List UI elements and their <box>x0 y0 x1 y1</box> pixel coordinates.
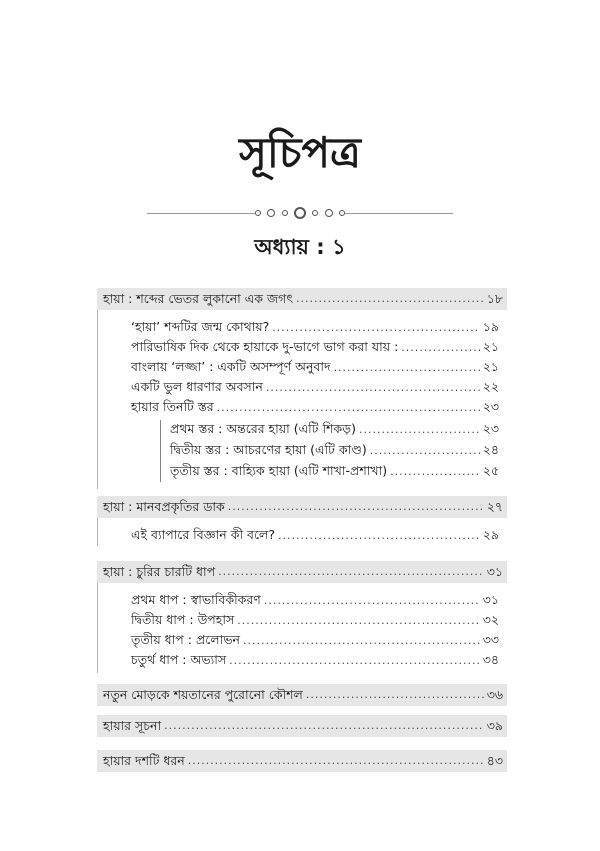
chapter-title: অধ্যায় : ১ <box>254 235 346 259</box>
dot-leader <box>306 686 484 704</box>
toc-item[interactable] <box>131 611 503 630</box>
dot-leader <box>218 563 484 581</box>
toc-page-number: ৩২ <box>482 612 499 627</box>
toc-section[interactable] <box>97 288 507 310</box>
toc-page-number: ২২ <box>482 379 499 394</box>
toc-page-number: ২৯ <box>482 527 499 542</box>
toc-subitem[interactable] <box>170 462 503 481</box>
toc-section-title: নতুন মোড়কে শয়তানের পুরোনো কৌশল <box>103 687 303 702</box>
toc-subitem[interactable] <box>170 441 503 460</box>
toc-page-number: ১৮ <box>486 291 503 306</box>
dot-leader <box>278 527 480 545</box>
toc-page-number: ৩৯ <box>486 718 503 733</box>
subsection-bar <box>160 420 161 482</box>
toc-page-number: ২১ <box>482 339 499 354</box>
toc-item-title: পারিভাষিক দিক থেকে হায়াকে দু-ভাগে ভাগ করা যায় : <box>131 339 399 354</box>
toc-item[interactable] <box>131 526 503 545</box>
toc-item-title: হায়ার তিনটি স্তর <box>131 399 214 414</box>
toc-item[interactable] <box>131 631 503 650</box>
toc-section-title: হায়া : মানবপ্রকৃতির ডাক <box>103 499 225 514</box>
toc-subitem-title: দ্বিতীয় স্তর : আচরণের হায়া (এটি কাণ্ড) <box>170 442 367 457</box>
dot-leader <box>217 399 480 417</box>
toc-page-number: ২৫ <box>482 463 499 478</box>
toc-page-number: ১৯ <box>482 319 499 334</box>
toc-section-title: হায়া : শব্দের ভেতর লুকানো এক জগৎ <box>103 291 294 306</box>
dot-leader <box>229 652 480 670</box>
toc-item-title: ‘হায়া’ শব্দটির জন্ম কোথায়? <box>131 319 270 334</box>
toc-section-title: হায়ার সূচনা <box>103 718 162 733</box>
toc-item[interactable] <box>131 651 503 670</box>
toc-item[interactable] <box>131 338 503 357</box>
dot-leader <box>266 379 480 397</box>
toc-subitem[interactable] <box>170 420 503 439</box>
toc-item-title: চতুর্থ ধাপ : অভ্যাস <box>131 652 227 667</box>
toc-page-number: ৩৩ <box>482 632 499 647</box>
toc-section[interactable] <box>97 715 507 737</box>
dot-leader <box>359 421 480 439</box>
toc-page-number: ৪৩ <box>486 753 503 768</box>
toc-item-title: দ্বিতীয় ধাপ : উপহাস <box>131 612 235 627</box>
dot-leader <box>243 632 480 650</box>
dot-leader <box>237 612 479 630</box>
toc-item-title: প্রথম ধাপ : স্বাভাবিকীকরণ <box>131 592 261 607</box>
toc-item[interactable] <box>131 591 503 610</box>
toc-section[interactable] <box>97 750 507 772</box>
toc-item-title: বাংলায় ‘লজ্জা’ : একটি অসম্পূর্ণ অনুবাদ <box>131 359 331 374</box>
toc-item-title: এই ব্যাপারে বিজ্ঞান কী বলে? <box>131 527 275 542</box>
dot-leader <box>164 717 484 735</box>
dot-leader <box>272 319 479 337</box>
toc-item-title: তৃতীয় ধাপ : প্রলোভন <box>131 632 241 647</box>
toc-section-title: হায়ার দশটি ধরন <box>103 753 185 768</box>
toc-page-number: ৩১ <box>486 564 503 579</box>
toc-item[interactable] <box>131 378 503 397</box>
toc-page-number: ২৭ <box>486 499 503 514</box>
toc-page-number: ২১ <box>482 359 499 374</box>
toc-page-number: ৩৬ <box>486 687 503 702</box>
dot-leader <box>334 359 480 377</box>
toc-subitem-title: প্রথম স্তর : অন্তরের হায়া (এটি শিকড়) <box>170 421 356 436</box>
dot-leader <box>401 339 479 357</box>
toc-section[interactable] <box>97 684 507 706</box>
toc-page-number: ২৩ <box>482 399 499 414</box>
dot-leader <box>370 442 480 460</box>
dot-leader <box>296 290 484 308</box>
toc-section-title: হায়া : চুরির চারটি ধাপ <box>103 564 216 579</box>
dot-leader <box>264 592 480 610</box>
dot-leader <box>228 498 484 516</box>
dot-leader <box>188 752 484 770</box>
toc-subitem-title: তৃতীয় স্তর : বাহ্যিক হায়া (এটি শাখা-প্রশাখা) <box>170 463 388 478</box>
toc-item[interactable] <box>131 398 503 417</box>
toc-item-title: একটি ভুল ধারণার অবসান <box>131 379 263 394</box>
toc-section[interactable] <box>97 561 507 583</box>
toc-item[interactable] <box>131 318 503 337</box>
toc-page-number: ৩৪ <box>482 652 499 667</box>
dot-leader <box>390 463 480 481</box>
toc-page-number: ৩১ <box>482 592 499 607</box>
toc-page-number: ২৪ <box>482 442 499 457</box>
page-title: সূচিপত্র <box>239 128 361 177</box>
toc-section[interactable] <box>97 496 507 518</box>
toc-item[interactable] <box>131 358 503 377</box>
toc-page-number: ২৩ <box>482 421 499 436</box>
